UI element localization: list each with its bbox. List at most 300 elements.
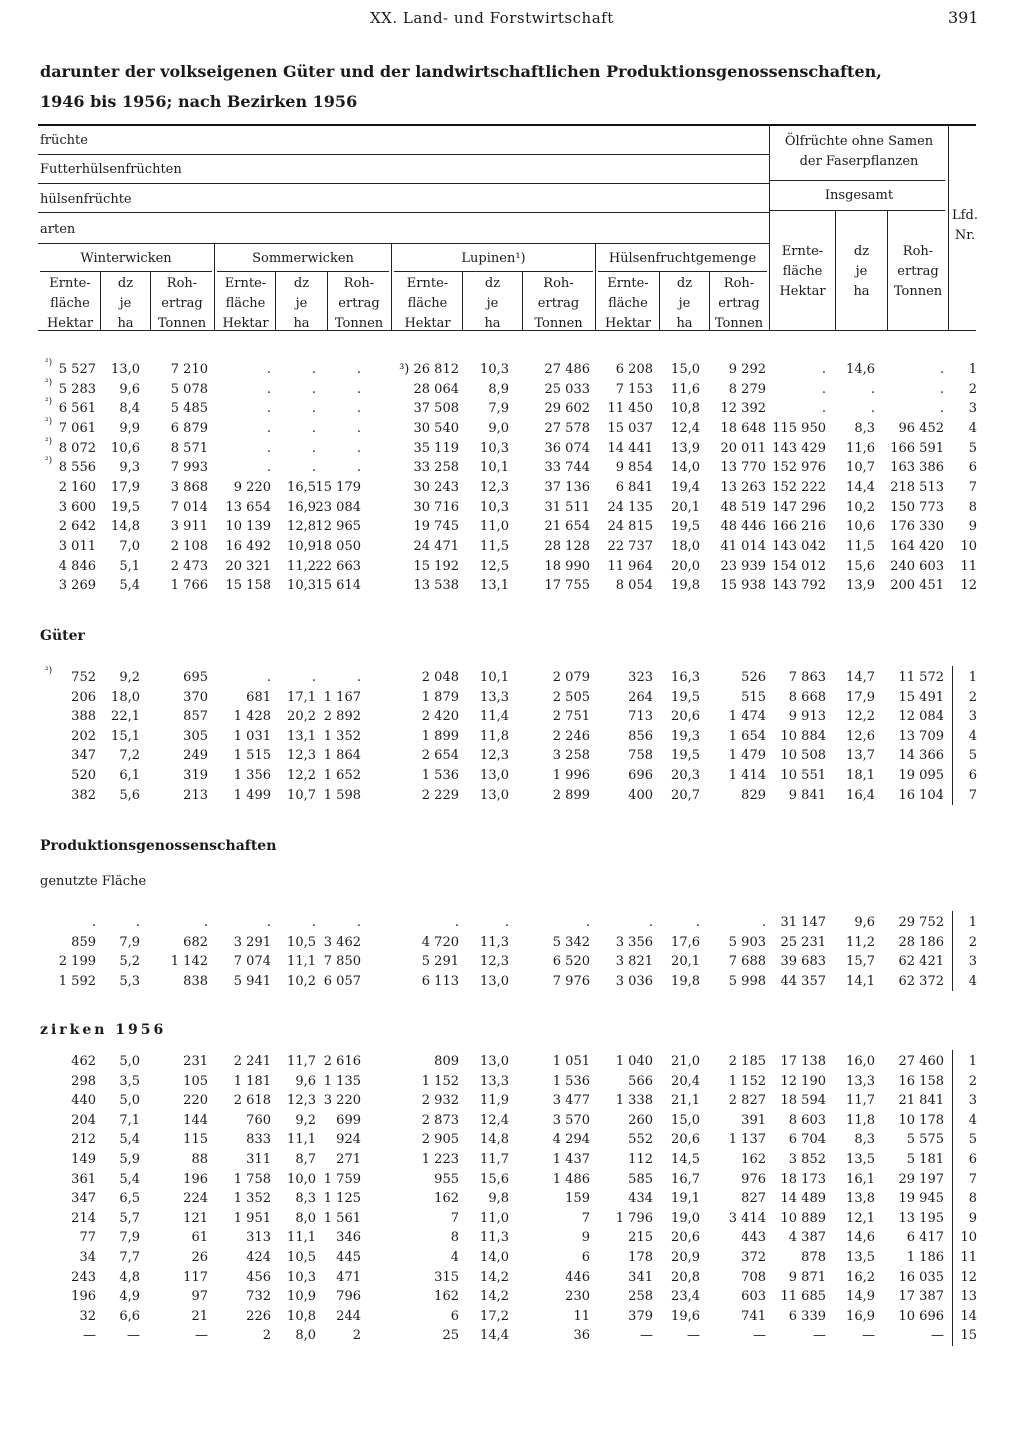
table-cell: 12,2 (287, 768, 316, 783)
table-cell: 3,5 (119, 1074, 140, 1089)
column-subhead-line: dz (853, 244, 870, 259)
table-cell: 11,0 (480, 1211, 509, 1226)
table-cell: 1 561 (323, 1211, 361, 1226)
row-number: 1 (968, 1054, 977, 1069)
table-cell: 28 064 (413, 382, 459, 397)
table-cell: 96 452 (898, 421, 944, 436)
table-cell: 838 (183, 974, 208, 989)
table-cell: 11,4 (480, 709, 509, 724)
table-cell: 2 899 (552, 788, 590, 803)
table-cell: 11,3 (480, 935, 509, 950)
column-subhead-line: fläche (782, 264, 823, 279)
table-cell: 15,6 (846, 559, 875, 574)
table-cell: 30 716 (413, 500, 459, 515)
column-subhead-line: ertrag (718, 296, 760, 311)
column-subhead-line: Ernte- (224, 276, 267, 291)
table-cell: 13 538 (413, 578, 459, 593)
table-cell: 311 (246, 1152, 271, 1167)
table-cell: 2 827 (728, 1093, 766, 1108)
table-cell: 1 515 (233, 748, 271, 763)
table-cell: 10 696 (898, 1309, 944, 1324)
table-cell: 231 (183, 1054, 208, 1069)
table-cell: 31 147 (780, 915, 826, 930)
table-cell: 12,1 (846, 1211, 875, 1226)
table-cell: 732 (246, 1289, 271, 1304)
column-subhead-line: Hektar (604, 316, 652, 331)
table-cell: 2 108 (170, 539, 208, 554)
table-cell: 14 366 (898, 748, 944, 763)
table-cell: — (753, 1328, 766, 1343)
table-cell: 13 770 (720, 460, 766, 475)
table-cell: — (687, 1328, 700, 1343)
table-cell: 17 755 (544, 578, 590, 593)
table-cell: 10,2 (287, 974, 316, 989)
table-cell: 5,0 (119, 1093, 140, 1108)
table-cell: 4 846 (58, 559, 96, 574)
table-cell: 10,5 (287, 1250, 316, 1265)
table-cell: . (266, 382, 271, 397)
table-cell: 4 294 (552, 1132, 590, 1147)
table-cell: 552 (628, 1132, 653, 1147)
table-cell: 12 965 (315, 519, 361, 534)
table-cell: 202 (71, 729, 96, 744)
table-cell: 1 152 (728, 1074, 766, 1089)
table-cell: 13 654 (225, 500, 271, 515)
table-cell: 8,0 (295, 1328, 316, 1343)
table-cell: 11,7 (846, 1093, 875, 1108)
table-cell: . (266, 670, 271, 685)
table-cell: 9,6 (119, 382, 140, 397)
table-cell: 16,3 (671, 670, 700, 685)
column-subhead (523, 274, 594, 334)
table-cell: 1 137 (728, 1132, 766, 1147)
column-subhead (40, 274, 100, 334)
table-cell: 22,1 (111, 709, 140, 724)
table-cell: 115 950 (772, 421, 826, 436)
table-cell: 27 486 (544, 362, 590, 377)
row-number: 12 (960, 1270, 977, 1285)
table-cell: 6,1 (119, 768, 140, 783)
table-cell: 6 057 (323, 974, 361, 989)
table-cell: . (585, 915, 590, 930)
row-number: 5 (968, 748, 977, 763)
table-cell: — (640, 1328, 653, 1343)
section-title: zirken 1956 (40, 1022, 167, 1038)
table-cell: 1 428 (233, 709, 271, 724)
table-cell: 13,7 (846, 748, 875, 763)
column-subhead-line: Tonnen (334, 316, 384, 331)
column-subhead (216, 274, 275, 334)
table-cell: 20,2 (287, 709, 316, 724)
table-cell: 2 160 (58, 480, 96, 495)
column-subhead-line: je (678, 296, 691, 311)
table-cell: 1 654 (728, 729, 766, 744)
table-cell: 11 572 (898, 670, 944, 685)
table-cell: 708 (741, 1270, 766, 1285)
table-cell: 857 (183, 709, 208, 724)
table-cell: 117 (183, 1270, 208, 1285)
table-cell: 152 222 (772, 480, 826, 495)
table-cell: 10,7 (846, 460, 875, 475)
table-cell: 12,6 (846, 729, 875, 744)
table-cell: 515 (741, 690, 766, 705)
table-cell: 1 167 (323, 690, 361, 705)
table-cell: 1 223 (421, 1152, 459, 1167)
table-cell: 10,9 (287, 1289, 316, 1304)
table-cell: 585 (628, 1172, 653, 1187)
table-cell: 3 220 (323, 1093, 361, 1108)
table-cell: 8,3 (854, 1132, 875, 1147)
table-cell: 21 (191, 1309, 208, 1324)
table-cell: . (821, 362, 826, 377)
table-cell: 13,0 (480, 974, 509, 989)
table-cell: 20,7 (671, 788, 700, 803)
table-cell: 10,3 (287, 1270, 316, 1285)
table-cell: 924 (336, 1132, 361, 1147)
table-cell: 19 095 (898, 768, 944, 783)
column-subhead-line: ha (117, 316, 134, 331)
table-cell: 19 745 (413, 519, 459, 534)
table-cell: 162 (434, 1289, 459, 1304)
section-subtitle: genutzte Fläche (40, 874, 147, 889)
table-cell: 16,4 (846, 788, 875, 803)
row-number: 10 (960, 539, 977, 554)
table-cell: 166 216 (772, 519, 826, 534)
stub-row-3: hülsenfrüchte (40, 192, 132, 207)
table-cell: 9,9 (119, 421, 140, 436)
table-cell: 7 850 (323, 954, 361, 969)
table-cell: 12,3 (480, 480, 509, 495)
table-cell: 44 357 (780, 974, 826, 989)
table-cell: 230 (565, 1289, 590, 1304)
table-cell: 25 033 (544, 382, 590, 397)
table-cell: . (356, 401, 361, 416)
table-cell: 3 852 (788, 1152, 826, 1167)
table-cell: 6 113 (421, 974, 459, 989)
table-cell: 15 158 (225, 578, 271, 593)
stub-row-1: früchte (40, 133, 88, 148)
table-cell: 258 (628, 1289, 653, 1304)
table-cell: 260 (628, 1113, 653, 1128)
table-cell: 10,0 (287, 1172, 316, 1187)
table-cell: 341 (628, 1270, 653, 1285)
table-cell: 11,7 (287, 1054, 316, 1069)
table-cell: 2 642 (58, 519, 96, 534)
table-cell: 13,1 (287, 729, 316, 744)
table-cell: 9 913 (788, 709, 826, 724)
table-cell: 112 (628, 1152, 653, 1167)
section-bar (952, 911, 953, 991)
table-cell: 152 976 (772, 460, 826, 475)
oil-title-2: der Faserpflanzen (799, 154, 919, 169)
table-cell: 20 321 (225, 559, 271, 574)
table-cell: 13,5 (846, 1250, 875, 1265)
table-cell: 1 996 (552, 768, 590, 783)
table-cell: 176 330 (890, 519, 944, 534)
table-cell: 976 (741, 1172, 766, 1187)
table-cell: 6 339 (788, 1309, 826, 1324)
table-cell: 166 591 (890, 441, 944, 456)
table-cell: 77 (79, 1230, 96, 1245)
table-cell: 10,3 (480, 362, 509, 377)
oil-total: Insgesamt (824, 188, 894, 203)
table-cell: 22 663 (315, 559, 361, 574)
table-cell: 19,3 (671, 729, 700, 744)
row-number: 2 (968, 382, 977, 397)
table-cell: 7 688 (728, 954, 766, 969)
table-cell: 856 (628, 729, 653, 744)
table-cell: 12,4 (671, 421, 700, 436)
column-subhead-line: ha (676, 316, 693, 331)
table-cell: 13,0 (111, 362, 140, 377)
table-cell: 29 197 (898, 1172, 944, 1187)
table-cell: 3 011 (58, 539, 96, 554)
table-cell: 16,9 (846, 1309, 875, 1324)
table-cell: 752 (71, 670, 96, 685)
table-cell: 19,5 (671, 748, 700, 763)
table-title-line1: darunter der volkseigenen Güter und der landwirtschaftlichen Produktionsgenossenschaften, (40, 62, 882, 81)
table-cell: 19,0 (671, 1211, 700, 1226)
table-cell: 370 (183, 690, 208, 705)
stub-row-2: Futterhülsenfrüchten (40, 162, 182, 177)
column-subhead-line: Roh- (343, 276, 375, 291)
table-cell: 12,3 (480, 954, 509, 969)
table-cell: 7 976 (552, 974, 590, 989)
table-cell: 13 195 (898, 1211, 944, 1226)
column-subhead (463, 274, 522, 334)
table-cell: 19,5 (671, 519, 700, 534)
page-number: 391 (948, 8, 979, 27)
table-cell: 20,1 (671, 954, 700, 969)
table-cell: 19,8 (671, 974, 700, 989)
table-cell: 3 868 (170, 480, 208, 495)
table-cell: 741 (741, 1309, 766, 1324)
table-cell: 9 841 (788, 788, 826, 803)
table-cell: 5,0 (119, 1054, 140, 1069)
row-number: 3 (968, 954, 977, 969)
table-cell: 115 (183, 1132, 208, 1147)
table-cell: 2 473 (170, 559, 208, 574)
table-cell: . (939, 401, 944, 416)
table-cell: 25 231 (780, 935, 826, 950)
table-cell: 159 (565, 1191, 590, 1206)
table-cell: 23 084 (315, 500, 361, 515)
table-cell: . (454, 915, 459, 930)
column-subhead-line: je (295, 296, 308, 311)
column-subhead-line: fläche (608, 296, 648, 311)
table-cell: 434 (628, 1191, 653, 1206)
row-number: 2 (968, 935, 977, 950)
table-cell: 13,0 (480, 788, 509, 803)
table-cell: 19,4 (671, 480, 700, 495)
table-title-line2: 1946 bis 1956; nach Bezirken 1956 (40, 92, 358, 111)
column-subhead-line: Hektar (779, 284, 826, 299)
table-cell: 758 (628, 748, 653, 763)
column-subhead-line: Roh- (543, 276, 574, 291)
table-cell: 3 570 (552, 1113, 590, 1128)
table-cell: 5,3 (119, 974, 140, 989)
column-subhead-line: ertrag (338, 296, 380, 311)
table-cell: . (648, 915, 653, 930)
table-cell: 20,8 (671, 1270, 700, 1285)
table-cell: 15 037 (607, 421, 653, 436)
table-cell: 1 437 (552, 1152, 590, 1167)
table-cell: 1 135 (323, 1074, 361, 1089)
column-subhead-line: Roh- (902, 244, 934, 259)
table-cell: 1 152 (421, 1074, 459, 1089)
row-number: 8 (968, 1191, 977, 1206)
table-cell: 1 592 (58, 974, 96, 989)
column-subhead-line: Roh- (723, 276, 755, 291)
table-cell: . (356, 670, 361, 685)
table-cell: 6 208 (615, 362, 653, 377)
group-sommerwicken: Sommerwicken (252, 251, 354, 266)
table-cell: . (266, 401, 271, 416)
table-cell: 15,0 (671, 362, 700, 377)
table-cell: . (135, 915, 140, 930)
lfd-label-2: Nr. (954, 228, 976, 243)
table-cell: 17 387 (898, 1289, 944, 1304)
table-cell: 144 (183, 1113, 208, 1128)
table-cell: 37 508 (413, 401, 459, 416)
table-cell: 5 485 (170, 401, 208, 416)
column-subhead-line: dz (484, 276, 501, 291)
table-cell: 143 042 (772, 539, 826, 554)
table-cell: 4 720 (421, 935, 459, 950)
table-cell: 23,4 (671, 1289, 700, 1304)
section-bar (952, 1050, 953, 1346)
table-cell: 2 654 (421, 748, 459, 763)
table-cell: 7 993 (170, 460, 208, 475)
table-cell: 15 491 (898, 690, 944, 705)
table-cell: . (91, 915, 96, 930)
table-cell: 11,6 (671, 382, 700, 397)
table-cell: 240 603 (890, 559, 944, 574)
oil-title-1: Ölfrüchte ohne Samen (784, 134, 934, 149)
table-cell: 11 450 (607, 401, 653, 416)
row-number: 1 (968, 915, 977, 930)
table-cell: 11,1 (287, 1230, 316, 1245)
table-cell: 7 153 (615, 382, 653, 397)
row-number: 1 (968, 362, 977, 377)
table-cell: 206 (71, 690, 96, 705)
footnote-marker: ²) (45, 358, 53, 368)
table-cell: 7 014 (170, 500, 208, 515)
table-cell: 163 386 (890, 460, 944, 475)
column-subhead-line: Hektar (404, 316, 451, 331)
table-cell: 4,9 (119, 1289, 140, 1304)
table-cell: 16,7 (671, 1172, 700, 1187)
table-cell: 28 186 (898, 935, 944, 950)
column-subhead-line: Ernte- (406, 276, 449, 291)
column-subhead (276, 274, 327, 334)
table-cell: 2 199 (58, 954, 96, 969)
table-cell: 13,9 (846, 578, 875, 593)
table-cell: 955 (434, 1172, 459, 1187)
table-cell: 13 263 (720, 480, 766, 495)
table-cell: 10,3 (480, 441, 509, 456)
table-cell: 2 185 (728, 1054, 766, 1069)
table-cell: 8,7 (295, 1152, 316, 1167)
footnote-marker: ²) (45, 378, 53, 388)
footnote-marker: ²) (45, 456, 53, 466)
table-cell: 12,8 (287, 519, 316, 534)
table-cell: 382 (71, 788, 96, 803)
table-cell: 5 941 (233, 974, 271, 989)
table-cell: 9 854 (615, 460, 653, 475)
table-cell: 7,9 (119, 1230, 140, 1245)
table-cell: 9 220 (233, 480, 271, 495)
table-cell: . (504, 915, 509, 930)
table-cell: 20,4 (671, 1074, 700, 1089)
table-cell: 8,4 (119, 401, 140, 416)
table-cell: 14,4 (480, 1328, 509, 1343)
table-cell: 21,1 (671, 1093, 700, 1108)
group-winterwicken: Winterwicken (80, 251, 172, 266)
table-cell: 149 (71, 1152, 96, 1167)
table-cell: . (311, 362, 316, 377)
table-cell: 12,5 (480, 559, 509, 574)
table-cell: 2 (262, 1328, 271, 1343)
column-subhead (710, 274, 768, 334)
table-cell: . (356, 421, 361, 436)
table-cell: 30 243 (413, 480, 459, 495)
table-cell: 29 602 (544, 401, 590, 416)
table-cell: 249 (183, 748, 208, 763)
table-cell: 218 513 (890, 480, 944, 495)
table-cell: 226 (246, 1309, 271, 1324)
table-cell: 15,6 (480, 1172, 509, 1187)
table-cell: 2 751 (552, 709, 590, 724)
table-cell: 12 084 (898, 709, 944, 724)
column-subhead-line: je (486, 296, 499, 311)
table-cell: 20,6 (671, 709, 700, 724)
table-cell: 681 (246, 690, 271, 705)
table-cell: 1 142 (170, 954, 208, 969)
table-cell: 196 (71, 1289, 96, 1304)
table-cell: 6 (450, 1309, 459, 1324)
table-cell: 346 (336, 1230, 361, 1245)
table-cell: 24 471 (413, 539, 459, 554)
table-cell: 61 (191, 1230, 208, 1245)
table-cell: 2 241 (233, 1054, 271, 1069)
table-cell: 319 (183, 768, 208, 783)
table-cell: . (266, 441, 271, 456)
table-cell: 11,6 (846, 441, 875, 456)
table-cell: 6 417 (906, 1230, 944, 1245)
table-cell: 224 (183, 1191, 208, 1206)
table-cell: 14,6 (846, 1230, 875, 1245)
table-cell: 440 (71, 1093, 96, 1108)
table-cell: . (821, 382, 826, 397)
table-cell: 9,2 (295, 1113, 316, 1128)
table-cell: 19,5 (111, 500, 140, 515)
row-number: 3 (968, 401, 977, 416)
table-cell: 3 911 (170, 519, 208, 534)
table-cell: 11,8 (480, 729, 509, 744)
table-cell: 5,6 (119, 788, 140, 803)
table-cell: — (83, 1328, 96, 1343)
table-cell: 2 616 (323, 1054, 361, 1069)
table-cell: 20,6 (671, 1230, 700, 1245)
table-cell: 827 (741, 1191, 766, 1206)
table-cell: 15,0 (671, 1113, 700, 1128)
table-cell: 2 079 (552, 670, 590, 685)
table-cell: — (195, 1328, 208, 1343)
stub-row-4: arten (40, 222, 76, 237)
row-number: 4 (968, 421, 977, 436)
row-number: 2 (968, 690, 977, 705)
